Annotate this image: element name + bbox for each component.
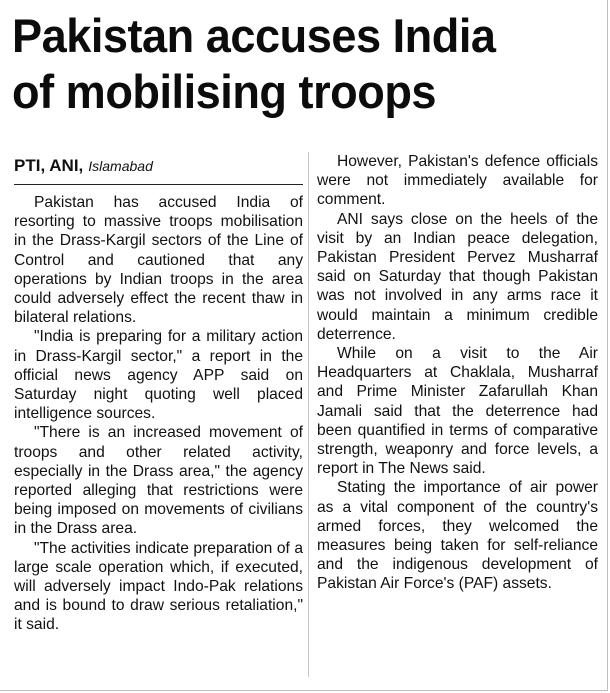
paragraph: "India is preparing for a military action in Drass-Kargil sector," a report in the official news agency APP said on Saturday night quoting well placed intelligence sources. (14, 328, 303, 423)
headline-line-1: Pakistan accuses India (12, 9, 496, 62)
paragraph: Pakistan has accused India of resorting to massive troops mobilisation in the Drass-Kargil sectors of the Line of Control and cautioned that any operations by Indian troops in the area could adversely effect the recent thaw in bilateral relations. (14, 194, 303, 327)
headline (12, 8, 578, 120)
byline-agencies: PTI, ANI, (14, 156, 84, 175)
paragraph: ANI says close on the heels of the visit by an Indian peace delegation, Pakistan President Pervez Musharraf said on Saturday that though Pakistan was not involved in any arms race it would maintain a minimum credible deterrence. (317, 210, 598, 343)
paragraph: "There is an increased movement of troops and other related activity, especially in the Drass area," the agency reported alleging that restrictions were being imposed on movements of civilians in the Drass area. (14, 424, 303, 538)
right-column (317, 152, 598, 594)
paragraph: "The activities indicate preparation of a large scale operation which, if executed, will adversely impact Indo-Pak relations and is bound to draw serious retaliation," it said. (14, 539, 303, 634)
left-column (14, 152, 303, 635)
byline-dateline: Islamabad (88, 158, 153, 174)
paragraph: Stating the importance of air power as a vital component of the country's armed forces, they welcomed the measures being taken for self-reliance and the indigenous development of Pakistan Air Force's (PAF) assets. (317, 479, 598, 593)
byline-divider (14, 184, 303, 185)
column-divider (308, 152, 309, 677)
paragraph: While on a visit to the Air Headquarters at Chaklala, Musharraf and Prime Minister Zafarullah Khan Jamali said that the deterrence had been quantified in terms of comparative strength, weaponry and force levels, a report in The News said. (317, 345, 598, 478)
headline-line-2: of mobilising troops (12, 65, 437, 118)
byline (14, 152, 303, 182)
paragraph: However, Pakistan's defence officials were not immediately available for comment. (317, 153, 598, 209)
